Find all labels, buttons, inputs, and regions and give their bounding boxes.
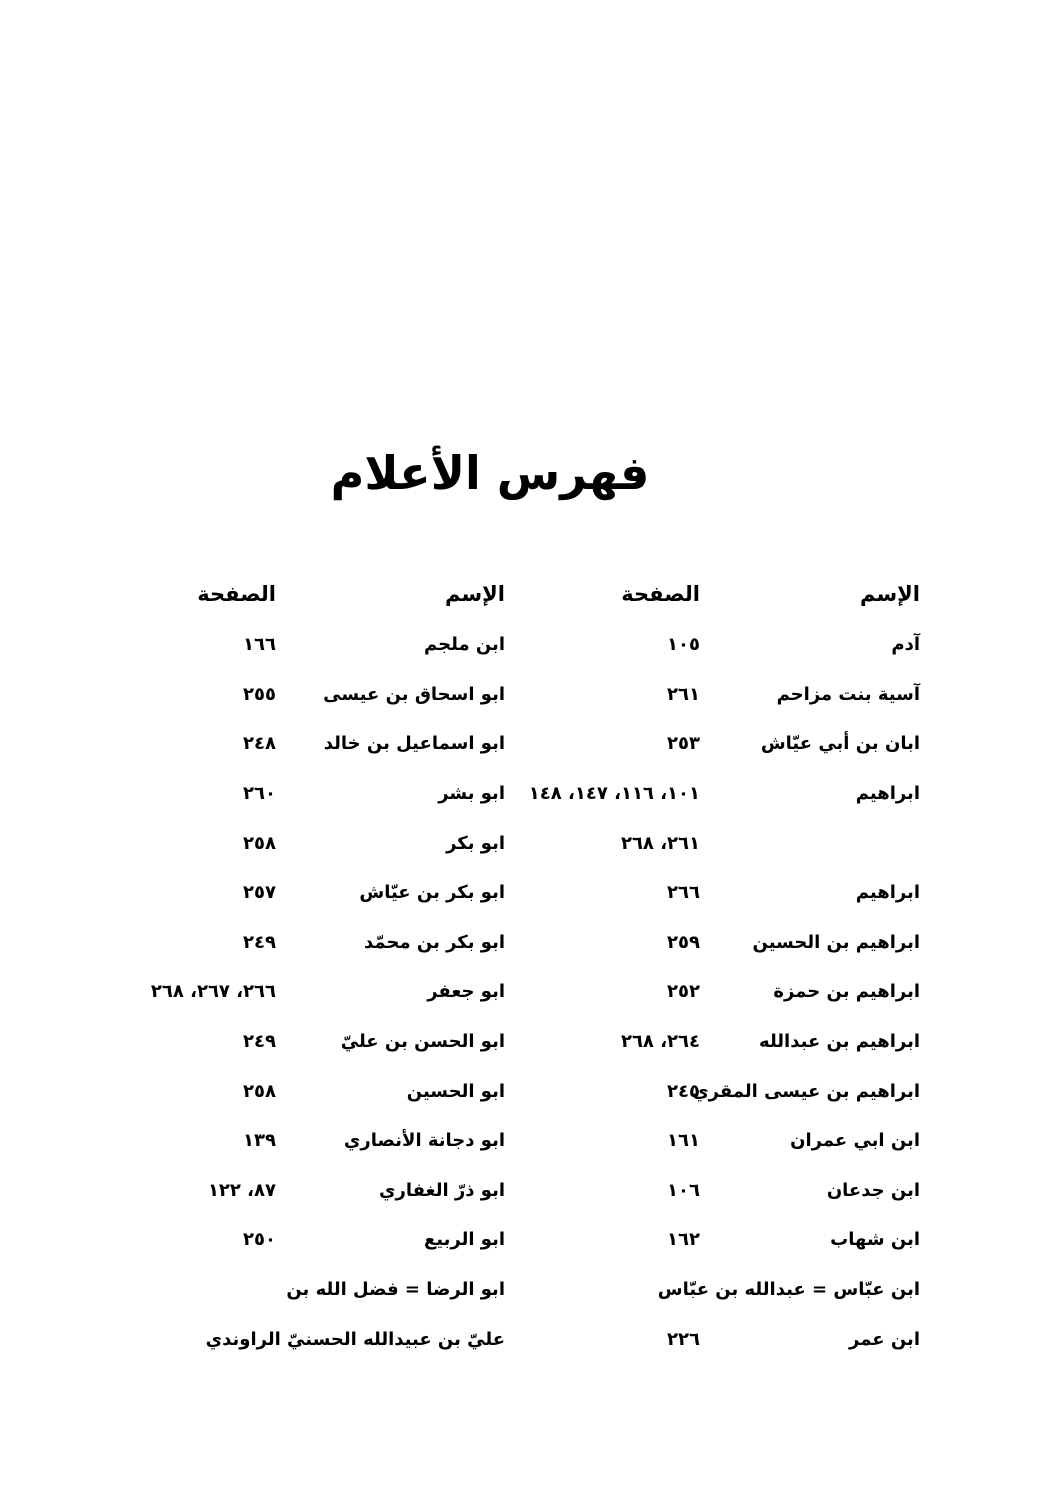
entry-pages: ٢٤٥	[667, 1080, 700, 1102]
entry-pages: ١٠٦	[667, 1179, 700, 1201]
entry-name: ابن جدعان	[826, 1179, 920, 1201]
entry-name: ابن شهاب	[830, 1229, 920, 1251]
entry-name: ابو ذرّ الغفاري	[378, 1179, 505, 1201]
entry-name: ابن عمر	[849, 1328, 920, 1350]
index-row	[90, 1314, 920, 1364]
entry-pages: ٢٥٨	[243, 832, 276, 854]
entry-pages: ١٦٢	[667, 1229, 700, 1251]
entry-pages: ٨٧، ١٢٢	[207, 1179, 276, 1201]
entry-name: ابراهيم	[855, 882, 920, 904]
entry-name: آدم	[891, 634, 920, 656]
entry-name: ابن ابي عمران	[790, 1130, 920, 1152]
entry-name: ابراهيم بن عبدالله	[759, 1031, 920, 1053]
index-table	[90, 568, 920, 1364]
entry-pages: ١٦٦	[243, 634, 276, 656]
entry-name: ابو بكر بن محمّد	[364, 931, 505, 953]
entry-name: ابراهيم بن عيسى المقري	[692, 1080, 920, 1102]
entry-name: ابو اسحاق بن عيسى	[323, 683, 505, 705]
index-row	[90, 620, 920, 670]
index-row	[90, 1066, 920, 1116]
entry-pages: ٢٥٢	[667, 981, 700, 1003]
entry-pages: ١٣٩	[243, 1130, 276, 1152]
index-row	[90, 818, 920, 868]
entry-pages: ٢٦١، ٢٦٨	[620, 832, 700, 854]
entry-name: ابن عبّاس = عبدالله بن عبّاس	[657, 1279, 920, 1301]
index-row	[90, 1166, 920, 1216]
entry-pages: ١٠١، ١١٦، ١٤٧، ١٤٨	[528, 783, 700, 805]
index-row	[90, 868, 920, 918]
entry-pages: ٢٥٥	[243, 683, 276, 705]
entry-name: ابو اسماعيل بن خالد	[323, 733, 505, 755]
entry-pages: ٢٦١	[667, 683, 700, 705]
entry-name: ابو بشر	[438, 783, 505, 805]
entry-name: ابو دجانة الأنصاري	[343, 1130, 505, 1152]
entry-name: ابو بكر بن عيّاش	[359, 882, 505, 904]
entry-name: ابو الحسن بن عليّ	[340, 1031, 505, 1053]
entry-pages: ٢٦٦، ٢٦٧، ٢٦٨	[150, 981, 276, 1003]
entry-name: ابان بن أبي عيّاش	[760, 733, 920, 755]
entry-name: ابراهيم	[855, 783, 920, 805]
index-row	[90, 719, 920, 769]
name-header-left: الإسم	[445, 582, 505, 606]
name-header-right: الإسم	[860, 582, 920, 606]
entry-pages: ٢٥٩	[667, 931, 700, 953]
entry-pages: ٢٥٣	[667, 733, 700, 755]
index-row	[90, 967, 920, 1017]
index-row	[90, 670, 920, 720]
page-header-left: الصفحة	[197, 582, 276, 606]
entry-pages: ٢٦٠	[243, 783, 276, 805]
entry-pages: ٢٦٤، ٢٦٨	[620, 1031, 700, 1053]
page-title: فهرس الأعلام	[330, 446, 650, 500]
entry-name: ابراهيم بن الحسين	[752, 931, 920, 953]
entry-pages: ٢٤٨	[243, 733, 276, 755]
entry-name: ابو الحسين	[406, 1080, 505, 1102]
entry-pages: ٢٥٠	[243, 1229, 276, 1251]
entry-pages: ٢٤٩	[243, 931, 276, 953]
entry-pages: ١٠٥	[667, 634, 700, 656]
entry-name: ابو الربيع	[423, 1229, 505, 1251]
index-row	[90, 1116, 920, 1166]
entry-pages: ٢٥٨	[243, 1080, 276, 1102]
entry-pages: ٢٥٧	[243, 882, 276, 904]
entry-name: ابو الرضا = فضل الله بن	[286, 1279, 505, 1301]
entry-pages: ١٦١	[667, 1130, 700, 1152]
entry-name: ابو جعفر	[427, 981, 505, 1003]
entry-pages: ٢٢٦	[667, 1328, 700, 1350]
index-row	[90, 1215, 920, 1265]
entry-name: ابراهيم بن حمزة	[773, 981, 920, 1003]
index-row	[90, 769, 920, 819]
entry-name: ابن ملجم	[424, 634, 505, 656]
index-row	[90, 918, 920, 968]
header-row	[90, 568, 920, 620]
entry-name: آسية بنت مزاحم	[776, 683, 920, 705]
entry-name: ابو بكر	[446, 832, 505, 854]
entry-name: عليّ بن عبيدالله الحسنيّ الراوندي	[205, 1328, 505, 1350]
entry-pages: ٢٤٩	[243, 1031, 276, 1053]
page-header-right: الصفحة	[621, 582, 700, 606]
entry-pages: ٢٦٦	[667, 882, 700, 904]
index-row	[90, 1017, 920, 1067]
index-row	[90, 1265, 920, 1315]
